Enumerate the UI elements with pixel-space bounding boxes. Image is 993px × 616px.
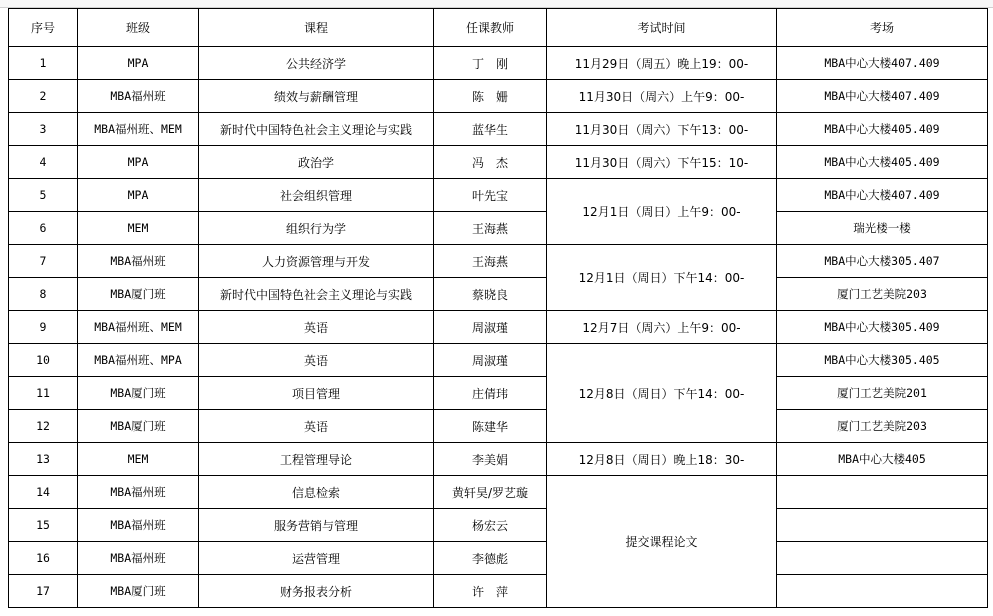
cell-exam-time[interactable]: 提交课程论文 [547,476,777,608]
cell-teacher[interactable]: 陈建华 [434,410,547,443]
cell-course[interactable]: 服务营销与管理 [199,509,434,542]
header-course: 课程 [199,9,434,47]
cell-teacher[interactable]: 黄轩昊/罗艺璇 [434,476,547,509]
cell-no[interactable]: 10 [9,344,78,377]
cell-teacher[interactable]: 周淑瑾 [434,344,547,377]
cell-no[interactable]: 16 [9,542,78,575]
cell-course[interactable]: 英语 [199,344,434,377]
cell-course[interactable]: 财务报表分析 [199,575,434,608]
cell-class[interactable]: MBA福州班、MEM [78,113,199,146]
cell-teacher[interactable]: 冯 杰 [434,146,547,179]
cell-exam-time[interactable]: 12月1日（周日）下午14：00- [547,245,777,311]
cell-room[interactable] [777,542,988,575]
table-row [9,542,988,575]
table-row [9,278,988,311]
cell-teacher[interactable]: 杨宏云 [434,509,547,542]
cell-teacher[interactable]: 王海燕 [434,212,547,245]
cell-course[interactable]: 政治学 [199,146,434,179]
cell-room[interactable]: MBA中心大楼407.409 [777,80,988,113]
table-row [9,80,988,113]
header-class: 班级 [78,9,199,47]
cell-class[interactable]: MBA厦门班 [78,278,199,311]
cell-class[interactable]: MBA福州班、MEM [78,311,199,344]
cell-room[interactable]: MBA中心大楼405.409 [777,113,988,146]
cell-exam-time[interactable]: 11月29日（周五）晚上19：00- [547,47,777,80]
table-row [9,47,988,80]
table-row [9,377,988,410]
cell-no[interactable]: 7 [9,245,78,278]
cell-room[interactable]: MBA中心大楼405 [777,443,988,476]
cell-course[interactable]: 新时代中国特色社会主义理论与实践 [199,113,434,146]
cell-course[interactable]: 英语 [199,311,434,344]
cell-room[interactable]: MBA中心大楼305.409 [777,311,988,344]
table-body [9,47,988,608]
cell-course[interactable]: 绩效与薪酬管理 [199,80,434,113]
cell-exam-time[interactable]: 11月30日（周六）上午9：00- [547,80,777,113]
cell-class[interactable]: MBA福州班 [78,476,199,509]
cell-course[interactable]: 人力资源管理与开发 [199,245,434,278]
cell-no[interactable]: 4 [9,146,78,179]
cell-class[interactable]: MBA厦门班 [78,377,199,410]
cell-no[interactable]: 14 [9,476,78,509]
cell-room[interactable]: MBA中心大楼405.409 [777,146,988,179]
cell-course[interactable]: 公共经济学 [199,47,434,80]
table-row [9,311,988,344]
cell-exam-time[interactable]: 12月8日（周日）晚上18：30- [547,443,777,476]
cell-exam-time[interactable]: 12月7日（周六）上午9：00- [547,311,777,344]
table-row [9,146,988,179]
cell-teacher[interactable]: 王海燕 [434,245,547,278]
cell-course[interactable]: 项目管理 [199,377,434,410]
cell-class[interactable]: MBA福州班 [78,509,199,542]
table-row [9,509,988,542]
cell-course[interactable]: 组织行为学 [199,212,434,245]
cell-exam-time[interactable]: 12月8日（周日）下午14：00- [547,344,777,443]
header-row [9,9,988,47]
cell-class[interactable]: MBA福州班 [78,245,199,278]
cell-room[interactable]: MBA中心大楼407.409 [777,179,988,212]
cell-course[interactable]: 运营管理 [199,542,434,575]
cell-teacher[interactable]: 叶先宝 [434,179,547,212]
cell-teacher[interactable]: 许 萍 [434,575,547,608]
cell-teacher[interactable]: 李美娟 [434,443,547,476]
cell-room[interactable] [777,509,988,542]
cell-room[interactable]: 厦门工艺美院201 [777,377,988,410]
cell-exam-time[interactable]: 11月30日（周六）下午15：10- [547,146,777,179]
table-row [9,179,988,212]
table-row [9,410,988,443]
table-row [9,344,988,377]
header-no: 序号 [9,9,78,47]
cell-room[interactable]: MBA中心大楼407.409 [777,47,988,80]
cell-room[interactable]: 厦门工艺美院203 [777,410,988,443]
cell-room[interactable] [777,476,988,509]
cell-teacher[interactable]: 李德彪 [434,542,547,575]
cell-teacher[interactable]: 周淑瑾 [434,311,547,344]
cell-class[interactable]: MBA福州班、MPA [78,344,199,377]
header-teacher: 任课教师 [434,9,547,47]
cell-room[interactable]: MBA中心大楼305.407 [777,245,988,278]
cell-room[interactable]: 瑞光楼一楼 [777,212,988,245]
table-row [9,245,988,278]
table-row [9,476,988,509]
cell-no[interactable]: 15 [9,509,78,542]
cell-class[interactable]: MEM [78,212,199,245]
cell-course[interactable]: 信息检索 [199,476,434,509]
cell-course[interactable]: 工程管理导论 [199,443,434,476]
cell-class[interactable]: MPA [78,146,199,179]
header-room: 考场 [777,9,988,47]
cell-no[interactable]: 2 [9,80,78,113]
cell-course[interactable]: 新时代中国特色社会主义理论与实践 [199,278,434,311]
cell-room[interactable] [777,575,988,608]
cell-room[interactable]: 厦门工艺美院203 [777,278,988,311]
cell-teacher[interactable]: 庄倩玮 [434,377,547,410]
cell-class[interactable]: MPA [78,47,199,80]
cell-teacher[interactable]: 陈 姗 [434,80,547,113]
cell-exam-time[interactable]: 11月30日（周六）下午13：00- [547,113,777,146]
cell-no[interactable]: 1 [9,47,78,80]
table-row [9,575,988,608]
cell-room[interactable]: MBA中心大楼305.405 [777,344,988,377]
cell-teacher[interactable]: 丁 刚 [434,47,547,80]
cell-no[interactable]: 6 [9,212,78,245]
cell-teacher[interactable]: 蔡晓良 [434,278,547,311]
exam-schedule-sheet [8,8,987,614]
cell-no[interactable]: 11 [9,377,78,410]
cell-course[interactable]: 英语 [199,410,434,443]
cell-course[interactable]: 社会组织管理 [199,179,434,212]
cell-class[interactable]: MBA福州班 [78,542,199,575]
cell-class[interactable]: MEM [78,443,199,476]
cell-no[interactable]: 12 [9,410,78,443]
table-row [9,113,988,146]
header-exam-time: 考试时间 [547,9,777,47]
cell-class[interactable]: MBA福州班 [78,80,199,113]
cell-class[interactable]: MPA [78,179,199,212]
cell-no[interactable]: 9 [9,311,78,344]
cell-no[interactable]: 13 [9,443,78,476]
exam-schedule-table [8,8,988,608]
cell-exam-time[interactable]: 12月1日（周日）上午9：00- [547,179,777,245]
cell-no[interactable]: 5 [9,179,78,212]
cell-no[interactable]: 8 [9,278,78,311]
cell-class[interactable]: MBA厦门班 [78,410,199,443]
table-row [9,443,988,476]
table-row [9,212,988,245]
cell-teacher[interactable]: 蓝华生 [434,113,547,146]
cell-class[interactable]: MBA厦门班 [78,575,199,608]
sheet-top-rule [0,0,993,8]
cell-no[interactable]: 17 [9,575,78,608]
cell-no[interactable]: 3 [9,113,78,146]
